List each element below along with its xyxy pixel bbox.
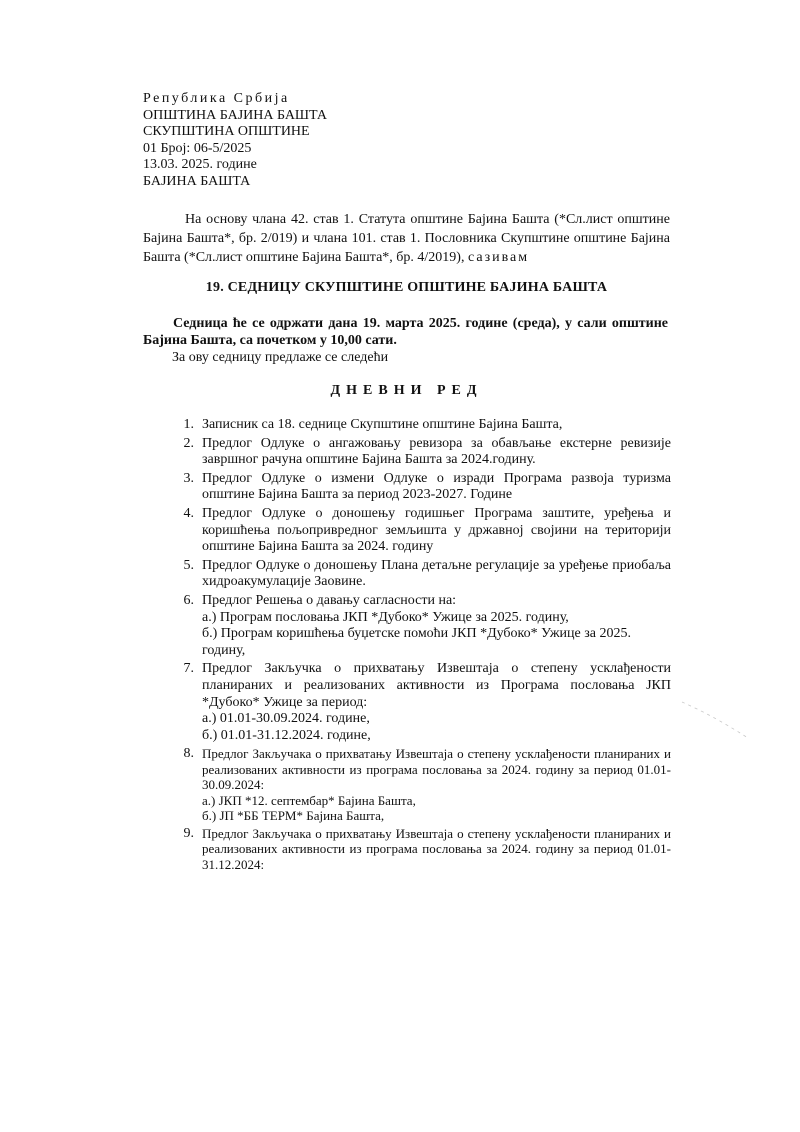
agenda-item-text: Предлог Закључка о прихватању Извештаја о степену усклађености планираних и реализованих активности из Програма пословања ЈКП *Дубоко* Ужице за период:: [202, 661, 671, 710]
legal-basis-text: На основу члана 42. став 1. Статута општине Бајина Башта (*Сл.лист општине Бајина Башта*, бр. 2/019) и члана 101. став 1. Пословника Скупштине општине Бајина Башта (*Сл.лист општине Бајина Башта*, бр. 4/2019),: [143, 212, 670, 265]
agenda-item: [176, 506, 671, 556]
agenda-item: [176, 558, 671, 591]
agenda-item-number: 8.: [183, 746, 194, 762]
agenda-intro: За ову седницу предлаже се следећи: [172, 350, 389, 365]
letterhead: [143, 91, 327, 190]
letterhead-municipality: ОПШТИНА БАЈИНА БАШТА: [143, 107, 328, 123]
agenda-item: [176, 593, 671, 659]
agenda-item-number: 2.: [183, 435, 194, 451]
agenda-item: [176, 436, 671, 469]
legal-basis-paragraph: [143, 210, 670, 267]
agenda-subitem: а.) ЈКП *12. септембар* Бајина Башта,: [202, 792, 416, 808]
agenda-item-text: Предлог Закључака о прихватању Извештаја о степену усклађености планираних и реализованих активности из програма пословања за 2024. годину за период 01.01-31.12.2024:: [202, 825, 671, 872]
agenda-item: [176, 471, 671, 504]
agenda-item-number: 4.: [183, 505, 194, 521]
agenda-item-text: Предлог Решења о давању сагласности на:: [202, 592, 457, 608]
letterhead-city: БАЈИНА БАШТА: [143, 173, 251, 189]
agenda-item-text: Предлог Закључака о прихватању Извештаја о степену усклађености планираних и реализованих активности из програма пословања за 2024. годину за период 01.01-30.09.2024:: [202, 746, 671, 793]
agenda-item: [176, 826, 671, 873]
agenda-subitem: б.) 01.01-31.12.2024. године,: [202, 727, 371, 743]
letterhead-country: Република Србија: [143, 91, 290, 106]
letterhead-reference-number: 01 Број: 06-5/2025: [143, 140, 252, 156]
session-title: 19. СЕДНИЦУ СКУПШТИНЕ ОПШТИНЕ БАЈИНА БАШТА: [205, 280, 608, 295]
agenda-item-number: 3.: [183, 470, 194, 486]
agenda-item-number: 6.: [183, 592, 194, 608]
agenda-item-number: 5.: [183, 557, 194, 573]
agenda-list: [176, 417, 671, 874]
agenda-item-text: Записник са 18. седнице Скупштине општине Бајина Башта,: [202, 417, 563, 432]
agenda-item: [176, 417, 671, 434]
agenda-subitem: а.) 01.01-30.09.2024. године,: [202, 711, 370, 727]
session-details: Седница ће се одржати дана 19. марта 2025. године (среда), у сали општине Бајина Башта, са почетком у 10,00 сати.: [143, 316, 668, 348]
agenda-item-number: 7.: [183, 661, 194, 677]
agenda-item-number: 9.: [183, 825, 194, 841]
agenda-item: [176, 661, 671, 744]
agenda-item-text: Предлог Одлуке о измени Одлуке о изради Програма развоја туризма општине Бајина Башта за период 2023-2027. Године: [202, 470, 671, 503]
agenda-subitem: б.) Програм коришћења буџетске помоћи ЈКП *Дубоко* Ужице за 2025. годину,: [202, 626, 631, 658]
agenda-subitem: б.) ЈП *ББ ТЕРМ* Бајина Башта,: [202, 808, 385, 824]
letterhead-assembly: СКУПШТИНА ОПШТИНЕ: [143, 124, 310, 139]
agenda-heading: ДНЕВНИ РЕД: [330, 383, 483, 398]
agenda-item-text: Предлог Одлуке о ангажовању ревизора за обављање екстерне ревизије завршног рачуна општине Бајина Башта за 2024.годину.: [202, 435, 671, 468]
agenda-item-text: Предлог Одлуке о доношењу Плана детаљне регулације за уређење приобаља хидроакумулације Заовине.: [202, 557, 671, 590]
agenda-item-text: Предлог Одлуке о доношењу годишњег Програма заштите, уређења и коришћења пољопривредног земљишта у државној својини на територији општине Бајина Башта за 2024. годину: [202, 505, 671, 555]
letterhead-date: 13.03. 2025. године: [143, 157, 257, 172]
agenda-subitem: а.) Програм пословања ЈКП *Дубоко* Ужице за 2025. годину,: [202, 609, 569, 625]
convene-word: сазивам: [467, 250, 530, 265]
scan-artifact-line: [680, 700, 750, 740]
agenda-item: [176, 746, 671, 824]
agenda-item-number: 1.: [183, 417, 194, 432]
